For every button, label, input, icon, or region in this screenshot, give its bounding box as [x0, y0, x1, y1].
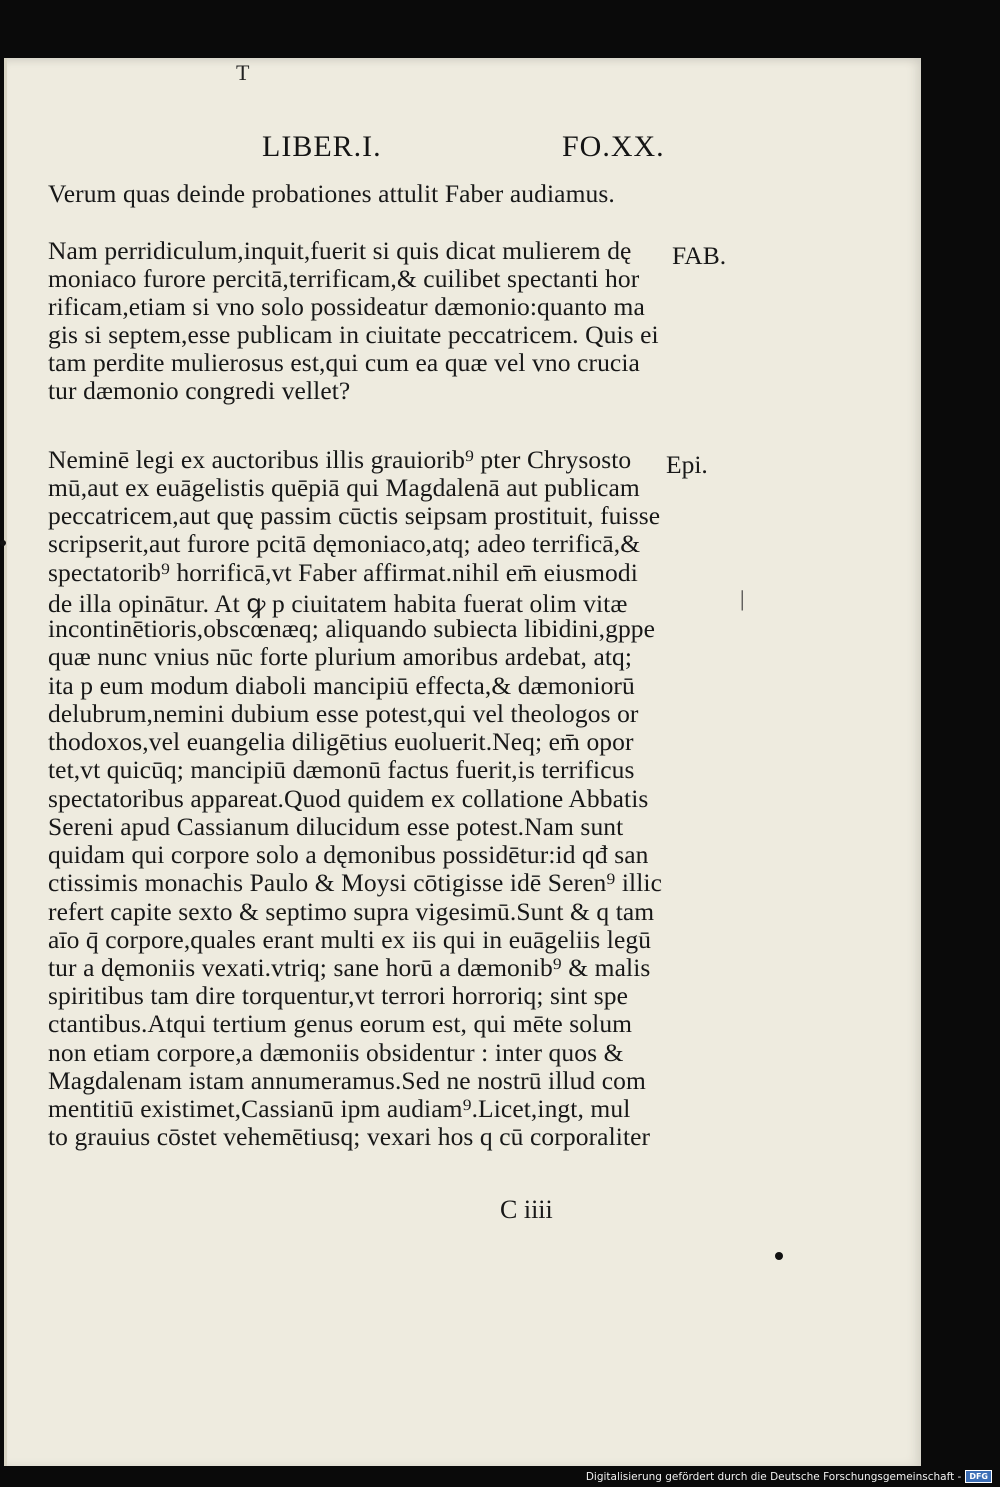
- text-line: non etiam corpore,a dæmoniis obsidentur : inter quos &: [48, 1038, 624, 1067]
- text-line: aīo q̄ corpore,quales erant multi ex iis qui in euāgeliis legū: [48, 925, 652, 954]
- text-line: incontinētioris,obscœnæq; aliquando subiecta libidini,gppe: [48, 614, 656, 643]
- folio-number: FO.XX.: [562, 130, 665, 163]
- ink-speck: |: [740, 586, 745, 611]
- page-edge: [4, 58, 7, 1466]
- dfg-logo: DFG: [965, 1470, 992, 1483]
- text-line: refert capite sexto & septimo supra vigesimū.Sunt & q tam: [48, 897, 655, 926]
- text-line: quidam qui corpore solo a dęmonibus possidētur:id qđ san: [48, 840, 649, 869]
- text-line: Sereni apud Cassianum dilucidum esse potest.Nam sunt: [48, 812, 624, 841]
- text-line: delubrum,nemini dubium esse potest,qui vel theologos or: [48, 699, 639, 728]
- text-line: tur dæmonio congredi vellet?: [48, 376, 351, 405]
- text-line: de illa opinātur. At ꝙ p ciuitatem habita fuerat olim vitæ: [48, 589, 628, 618]
- running-header-liber: LIBER.I.: [262, 130, 382, 163]
- credit-text: Digitalisierung gefördert durch die Deutsche Forschungsgemeinschaft -: [585, 1470, 962, 1483]
- text-line: thodoxos,vel euangelia diligētius euoluerit.Neq; em̄ opor: [48, 727, 634, 756]
- text-line: moniaco furore percitā,terrificam,& cuilibet spectanti hor: [48, 264, 640, 293]
- ink-dot: [775, 1252, 783, 1260]
- text-line: tur a dęmoniis vexati.vtriq; sane horū a dæmonib⁹ & malis: [48, 953, 651, 982]
- text-line: Magdalenam istam annumeramus.Sed ne nostrū illud com: [48, 1066, 646, 1095]
- text-line: ita p eum modum diaboli mancipiū effecta,& dæmoniorū: [48, 671, 635, 700]
- text-line: mentitiū existimet,Cassianū ipm audiam⁹.Licet,ingt, mul: [48, 1094, 631, 1123]
- text-line: scripserit,aut furore pcitā dęmoniaco,atq; adeo terrificā,&: [48, 529, 641, 558]
- top-mark: T: [236, 60, 250, 85]
- text-line: rificam,etiam si vno solo possideatur dæmonio:quanto ma: [48, 292, 645, 321]
- text-line: Verum quas deinde probationes attulit Faber audiamus.: [48, 179, 615, 208]
- text-line: tet,vt quicūq; mancipiū dæmonū factus fuerit,is terrificus: [48, 755, 635, 784]
- text-line: gis si septem,esse publicam in ciuitate peccatricem. Quis ei: [48, 320, 659, 349]
- text-line: ctantibus.Atqui tertium genus eorum est, qui mēte solum: [48, 1009, 633, 1038]
- book-page: [4, 58, 921, 1466]
- text-line: Nam perridiculum,inquit,fuerit si quis dicat mulierem dę: [48, 236, 632, 265]
- text-line: spectatorib⁹ horrificā,vt Faber affirmat.nihil em̄ eiusmodi: [48, 558, 638, 587]
- text-line: ctissimis monachis Paulo & Moysi cōtigisse idē Seren⁹ illic: [48, 868, 662, 897]
- text-line: spiritibus tam dire torquentur,vt terrori horroriq; sint spe: [48, 981, 629, 1010]
- margin-note-epi: Epi.: [666, 450, 708, 479]
- text-line: spectatoribus appareat.Quod quidem ex collatione Abbatis: [48, 784, 649, 813]
- text-line: tam perdite mulierosus est,qui cum ea quæ vel vno crucia: [48, 348, 640, 377]
- signature-mark: C iiii: [500, 1195, 553, 1224]
- edge-dot: [0, 540, 6, 546]
- digitization-credit: [586, 1470, 992, 1483]
- text-line: Neminē legi ex auctoribus illis grauiorib⁹ pter Chrysosto: [48, 445, 632, 474]
- text-line: peccatricem,aut quę passim cūctis seipsam prostituit, fuisse: [48, 501, 661, 530]
- text-line: mū,aut ex euāgelistis quēpiā qui Magdalenā aut publicam: [48, 473, 640, 502]
- text-line: to grauius cōstet vehemētiusq; vexari hos q cū corporaliter: [48, 1122, 651, 1151]
- text-line: quæ nunc vnius nūc forte plurium amoribus ardebat, atq;: [48, 642, 633, 671]
- margin-note-fab: FAB.: [672, 241, 727, 270]
